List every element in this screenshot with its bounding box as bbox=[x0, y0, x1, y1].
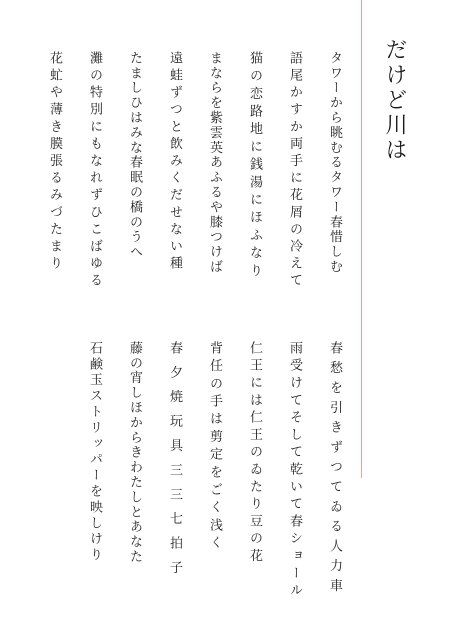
haiku-8: 背任の手は剪定をごく浅く bbox=[207, 341, 222, 554]
haiku-12: 藤の宵しほからきわたしとあなた bbox=[127, 341, 142, 565]
haiku-13: 灘の特別にもなれずひこばゆる bbox=[87, 51, 102, 291]
haiku-4: 雨受けてそして乾いて春ショール bbox=[287, 341, 302, 601]
haiku-14: 石鹸玉ストリッパーを映しけり bbox=[87, 341, 102, 564]
haiku-1: タワーから眺むるタワー春惜しむ bbox=[327, 51, 342, 275]
divider-line bbox=[361, 0, 362, 478]
haiku-3: 語尾かすか両手に花屑の冷えて bbox=[287, 51, 302, 291]
haiku-5: 猫の恋路地に銭湯にほふなり bbox=[247, 51, 262, 282]
haiku-11: たましひはみな春眠の橋のうへ bbox=[127, 51, 142, 260]
haiku-10: 春夕焼玩具三三七拍子 bbox=[167, 341, 182, 585]
haiku-7: まならを紫雲英あふるや膝つけば bbox=[207, 51, 222, 275]
haiku-2: 春愁を引きずつてゐる人力車 bbox=[327, 341, 342, 599]
haiku-9: 遠蛙ずつと飲みくだせない種 bbox=[167, 51, 182, 274]
haiku-6: 仁王には仁王のゐたり豆の花 bbox=[247, 341, 262, 566]
page-title: だけど川は bbox=[382, 38, 407, 163]
haiku-15: 花虻や薄き膜張るみづたまり bbox=[47, 51, 62, 274]
